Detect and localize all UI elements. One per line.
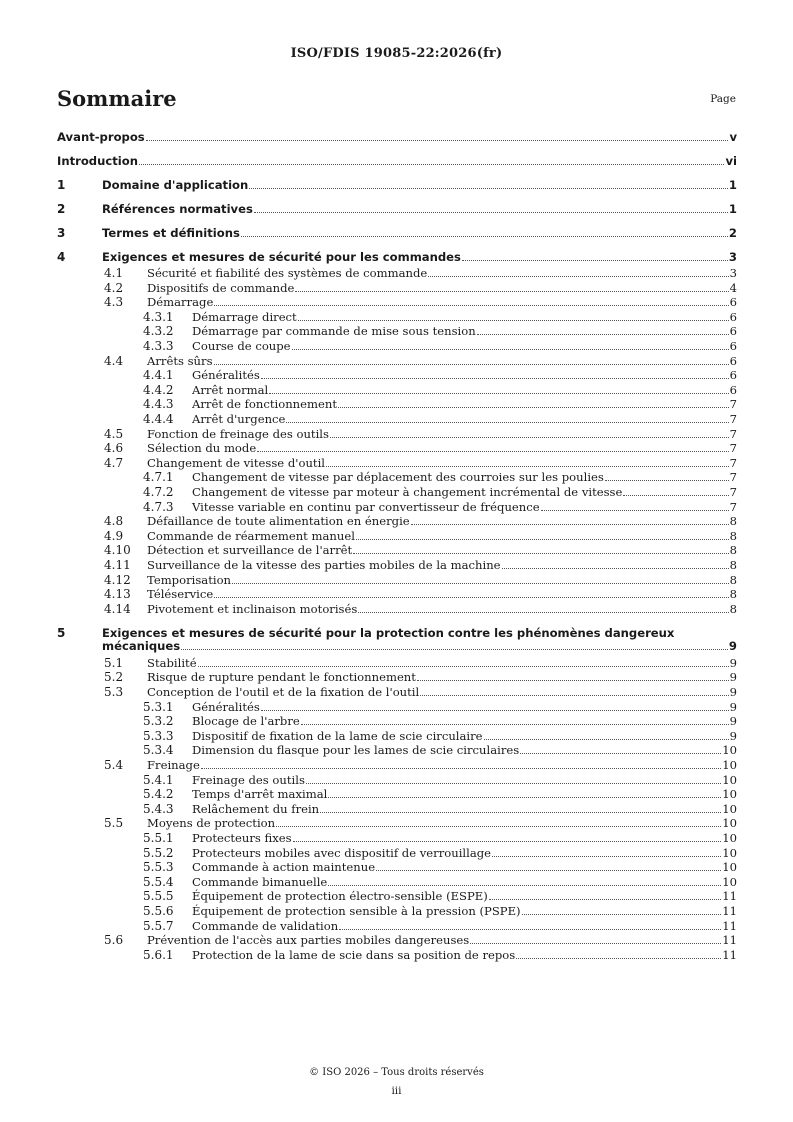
toc-entry-title: Commande bimanuelle: [192, 874, 328, 889]
toc-entry[interactable]: [57, 203, 737, 216]
dot-leader: [623, 495, 728, 496]
toc-entry-page: 1: [728, 202, 737, 216]
toc-entry-page: 6: [729, 382, 737, 397]
toc-entry[interactable]: [57, 890, 737, 903]
toc-entry-title: Pivotement et inclinaison motorisés: [147, 601, 358, 616]
toc-entry-page: 6: [729, 295, 737, 310]
toc-entry[interactable]: [57, 340, 737, 353]
toc-entry[interactable]: [57, 282, 737, 295]
toc-entry[interactable]: [57, 949, 737, 962]
toc-entry-title: Commande à action maintenue: [192, 860, 376, 875]
toc-entry-number: 4.4.1: [143, 368, 174, 383]
toc-entry-number: 5.3.1: [143, 699, 174, 714]
toc-entry-title: Dispositif de fixation de la lame de scie circulaire: [192, 728, 483, 743]
dot-leader: [376, 870, 721, 871]
dot-leader: [358, 612, 728, 613]
toc-entry-number: 5.1: [104, 655, 124, 670]
dot-leader: [241, 236, 728, 237]
toc-entry-number: 5.3.2: [143, 714, 174, 729]
toc-entry[interactable]: [57, 876, 737, 889]
dot-leader: [470, 943, 721, 944]
toc-entry-page: 8: [729, 543, 737, 558]
toc-entry-title: Fonction de freinage des outils: [147, 426, 329, 441]
toc-entry-page: 10: [722, 845, 737, 860]
toc-entry-number: 4.4: [104, 353, 124, 368]
toc-entry-title: Sélection du mode: [147, 441, 257, 456]
toc-entry[interactable]: [57, 155, 737, 168]
toc-entry-title: Arrêts sûrs: [147, 353, 213, 368]
toc-entry-page: 6: [729, 309, 737, 324]
toc-entry-number: 4.7.2: [143, 485, 174, 499]
toc-entry-title: Relâchement du frein: [192, 801, 320, 816]
toc-entry-number: 4.12: [104, 572, 131, 587]
toc-entry[interactable]: [57, 934, 737, 947]
toc-entry[interactable]: [57, 627, 737, 653]
toc-entry-page: 6: [729, 368, 737, 383]
toc-entry-page: 3: [728, 250, 737, 264]
toc-entry-number: 4.6: [104, 441, 124, 456]
toc-entry-title: Démarrage direct: [192, 309, 297, 324]
toc-entry-title: Exigences et mesures de sécurité pour les commandes: [102, 250, 461, 264]
toc-entry-title: Freinage des outils: [192, 772, 305, 787]
toc-entry-number: 4.10: [104, 543, 131, 558]
toc-entry-title: Équipement de protection électro-sensible (ESPE): [192, 889, 488, 904]
dot-leader: [339, 929, 721, 930]
toc-entry[interactable]: [57, 715, 737, 728]
toc-entry-page: 6: [729, 339, 737, 353]
toc-entry-title: Freinage: [147, 758, 200, 772]
toc-entry-title: Protection de la lame de scie dans sa position de repos: [192, 947, 516, 962]
dot-leader: [269, 393, 728, 394]
toc-entry-title: Changement de vitesse par moteur à changement incrémental de vitesse: [192, 485, 623, 499]
toc-entry-page: 7: [729, 412, 737, 426]
dot-leader: [298, 320, 729, 321]
dot-leader: [139, 164, 725, 165]
dot-leader: [301, 724, 729, 725]
toc-entry[interactable]: [57, 730, 737, 743]
toc-entry-title: Téléservice: [147, 587, 214, 602]
toc-entry-title: Dispositifs de commande: [147, 280, 295, 295]
toc-entry-title: Prévention de l'accès aux parties mobiles dangereuses: [147, 933, 470, 948]
toc-entry-page: 9: [729, 714, 737, 729]
toc-entry[interactable]: [57, 457, 737, 470]
toc-entry-page: 8: [729, 587, 737, 602]
toc-entry[interactable]: [57, 759, 737, 772]
toc-entry-page: 7: [729, 470, 737, 485]
toc-entry[interactable]: [57, 296, 737, 309]
toc-entry[interactable]: [57, 384, 737, 397]
toc-entry-page: 8: [729, 514, 737, 529]
toc-entry-title: Changement de vitesse d'outil: [147, 455, 325, 470]
toc-entry-title: Conception de l'outil et de la fixation de l'outil: [147, 685, 420, 699]
toc-entry-title-continued: mécaniques: [102, 638, 181, 653]
toc-entry[interactable]: [57, 905, 737, 918]
toc-entry[interactable]: [57, 847, 737, 860]
toc-entry-number: 5.5.2: [143, 845, 174, 860]
toc-entry-number: 4.2: [104, 280, 124, 295]
toc-entry-page: 7: [729, 441, 737, 456]
dot-leader: [477, 334, 729, 335]
dot-leader: [605, 480, 729, 481]
toc-entry-page: 9: [729, 670, 737, 685]
toc-entry[interactable]: [57, 803, 737, 816]
toc-entry[interactable]: [57, 559, 737, 572]
dot-leader: [541, 510, 729, 511]
toc-entry-number: 4.4.3: [143, 397, 174, 412]
dot-leader: [293, 841, 722, 842]
toc-entry-number: 5.5.1: [143, 831, 174, 845]
toc-entry-page: v: [729, 130, 737, 144]
dot-leader: [254, 212, 728, 213]
toc-entry-title: Démarrage: [147, 295, 214, 310]
footer-copyright: © ISO 2026 – Tous droits réservés: [309, 1067, 484, 1078]
toc-entry-page: 10: [722, 743, 737, 758]
toc-entry[interactable]: [57, 355, 737, 368]
toc-entry-title: Détection et surveillance de l'arrêt: [147, 543, 353, 558]
toc-entry-number: 4.8: [104, 514, 124, 529]
dot-leader: [353, 553, 728, 554]
dot-leader: [214, 305, 728, 306]
toc-entry-page: 1: [728, 178, 737, 192]
toc-entry-title: Domaine d'application: [102, 178, 249, 192]
toc-entry-title: Termes et définitions: [102, 226, 240, 240]
toc-entry[interactable]: [57, 179, 737, 192]
toc-entry-page: 7: [729, 455, 737, 470]
toc-entry-number: 4.3: [104, 295, 124, 310]
dot-leader: [411, 524, 729, 525]
toc-entry-title: Protecteurs mobiles avec dispositif de verrouillage: [192, 845, 492, 860]
toc-entry-page: 10: [722, 816, 737, 831]
toc-entry-page: 9: [729, 655, 737, 670]
dot-leader: [286, 422, 728, 423]
toc-entry-title: Blocage de l'arbre: [192, 714, 300, 729]
toc-entry-number: 4.4.2: [143, 382, 174, 397]
toc-entry-number: 4.4.4: [143, 412, 174, 426]
toc-entry-page: 3: [729, 266, 737, 280]
dot-leader: [257, 451, 728, 452]
toc-entry-number: 5.2: [104, 670, 124, 685]
toc-entry[interactable]: [57, 861, 737, 874]
toc-entry[interactable]: [57, 832, 737, 845]
toc-entry[interactable]: [57, 501, 737, 514]
toc-entry[interactable]: [57, 131, 737, 144]
dot-leader: [489, 899, 721, 900]
toc-entry-title: Protecteurs fixes: [192, 831, 292, 845]
toc-entry-page: 10: [722, 874, 737, 889]
toc-entry-number: 4.7.1: [143, 470, 174, 485]
toc-entry-number: 4.9: [104, 528, 124, 543]
toc-entry-title: Arrêt normal: [192, 382, 269, 397]
toc-entry-number: 5.5.4: [143, 874, 174, 889]
dot-leader: [276, 826, 721, 827]
dot-leader: [330, 437, 729, 438]
page-title: Sommaire: [57, 86, 177, 111]
dot-leader: [522, 914, 722, 915]
toc-entry-title: Surveillance de la vitesse des parties mobiles de la machine: [147, 558, 501, 572]
dot-leader: [261, 710, 729, 711]
toc-entry[interactable]: [57, 744, 737, 757]
toc-entry-number: 4.7.3: [143, 499, 174, 514]
toc-entry-page: 10: [722, 758, 737, 772]
toc-entry-page: 10: [722, 787, 737, 802]
dot-leader: [306, 783, 721, 784]
dot-leader: [502, 568, 729, 569]
toc-entry[interactable]: [57, 788, 737, 801]
toc-entry-page: 7: [729, 485, 737, 499]
toc-entry-number: 5.4.3: [143, 801, 174, 816]
toc-entry-number: 4.11: [104, 558, 131, 572]
dot-leader: [295, 291, 728, 292]
toc-entry-page: 9: [729, 699, 737, 714]
toc-entry-number: 3: [57, 226, 66, 240]
toc-entry-page: 2: [728, 226, 737, 240]
toc-entry-title: Risque de rupture pendant le fonctionnement: [147, 670, 416, 685]
dot-leader: [146, 140, 729, 141]
toc-entry-number: 5.3.3: [143, 728, 174, 743]
toc-entry[interactable]: [57, 686, 737, 699]
toc-entry-page: 7: [729, 397, 737, 412]
toc-entry[interactable]: [57, 442, 737, 455]
toc-entry-title: Course de coupe: [192, 339, 291, 353]
toc-entry[interactable]: [57, 486, 737, 499]
toc-entry[interactable]: [57, 920, 737, 933]
dot-leader: [462, 260, 728, 261]
toc-entry-page: 9: [728, 638, 737, 653]
toc-entry-page: 6: [729, 353, 737, 368]
toc-entry-title: Moyens de protection: [147, 816, 276, 831]
toc-entry-page: 10: [722, 801, 737, 816]
toc-entry-title: Arrêt d'urgence: [192, 412, 286, 426]
dot-leader: [328, 797, 721, 798]
toc-entry[interactable]: [57, 530, 737, 543]
toc-entry-title: Commande de validation: [192, 918, 339, 933]
toc-entry-number: 4.5: [104, 426, 124, 441]
dot-leader: [249, 188, 728, 189]
dot-leader: [232, 583, 729, 584]
toc-entry-page: 9: [729, 685, 737, 699]
toc-entry[interactable]: [57, 325, 737, 338]
toc-entry-number: 4.13: [104, 587, 131, 602]
toc-entry-title: Commande de réarmement manuel: [147, 528, 355, 543]
toc-entry[interactable]: [57, 515, 737, 528]
dot-leader: [181, 649, 728, 650]
dot-leader: [320, 812, 721, 813]
toc-entry-number: 5.5.5: [143, 889, 174, 904]
toc-entry[interactable]: [57, 603, 737, 616]
toc-entry-number: 2: [57, 202, 66, 216]
dot-leader: [417, 680, 729, 681]
toc-entry-title: Exigences et mesures de sécurité pour la protection contre les phénomènes dangereux: [102, 625, 675, 640]
dot-leader: [292, 349, 729, 350]
dot-leader: [198, 666, 729, 667]
toc-entry-page: 8: [729, 601, 737, 616]
toc-entry-page: 4: [729, 280, 737, 295]
toc-entry-number: 1: [57, 178, 66, 192]
toc-entry[interactable]: [57, 267, 737, 280]
toc-entry-title: Avant-propos: [57, 130, 145, 144]
toc-entry-number: 5.5.3: [143, 860, 174, 875]
toc-entry-title: Changement de vitesse par déplacement des courroies sur les poulies: [192, 470, 604, 485]
dot-leader: [338, 407, 729, 408]
toc-entry-title: Sécurité et fiabilité des systèmes de commande: [147, 266, 428, 280]
toc-entry-page: 9: [729, 728, 737, 743]
dot-leader: [420, 695, 728, 696]
toc-entry-page: 8: [729, 572, 737, 587]
footer-page-number: iii: [391, 1085, 402, 1097]
toc-entry-number: 5.5: [104, 816, 124, 831]
toc-entry-page: 6: [729, 324, 737, 339]
dot-leader: [520, 753, 721, 754]
toc-entry[interactable]: [57, 251, 737, 264]
toc-entry-page: 10: [722, 772, 737, 787]
toc-entry-title: Généralités: [192, 699, 260, 714]
toc-entry-number: 4.14: [104, 601, 131, 616]
toc-entry-number: 4: [57, 250, 66, 264]
toc-entry-page: 10: [722, 860, 737, 875]
toc-entry[interactable]: [57, 671, 737, 684]
toc-entry-page: 8: [729, 558, 737, 572]
toc-entry-number: 5.3: [104, 685, 124, 699]
toc-entry[interactable]: [57, 774, 737, 787]
toc-entry-number: 4.3.2: [143, 324, 174, 339]
dot-leader: [328, 885, 721, 886]
toc-entry-page: 11: [722, 918, 737, 933]
dot-leader: [492, 856, 721, 857]
toc-entry-page: 11: [722, 933, 737, 948]
toc-entry[interactable]: [57, 311, 737, 324]
dot-leader: [201, 768, 721, 769]
toc-entry-title: Stabilité: [147, 655, 197, 670]
dot-leader: [484, 739, 729, 740]
dot-leader: [326, 466, 729, 467]
toc-entry-title: Démarrage par commande de mise sous tension: [192, 324, 476, 339]
toc-entry[interactable]: [57, 369, 737, 382]
toc-entry[interactable]: [57, 657, 737, 670]
toc-entry-title: Généralités: [192, 368, 260, 383]
dot-leader: [261, 378, 729, 379]
page-column-label: Page: [710, 93, 736, 105]
dot-leader: [516, 958, 721, 959]
dot-leader: [214, 364, 729, 365]
toc-entry-title: Vitesse variable en continu par convertisseur de fréquence: [192, 499, 540, 514]
toc-entry-page: 10: [722, 831, 737, 845]
toc-entry-number: 5.4.1: [143, 772, 174, 787]
toc-entry[interactable]: [57, 471, 737, 484]
dot-leader: [356, 539, 729, 540]
toc-entry-title: Arrêt de fonctionnement: [192, 397, 337, 412]
toc-entry-number: 4.7: [104, 455, 124, 470]
toc-entry-page: 7: [729, 499, 737, 514]
toc-entry-page: 11: [722, 947, 737, 962]
toc-entry-title: Équipement de protection sensible à la pression (PSPE): [192, 904, 521, 918]
toc-entry-number: 5.6: [104, 933, 124, 948]
toc-entry-title: Introduction: [57, 154, 138, 168]
toc-entry-number: 5: [57, 625, 66, 640]
toc-entry-page: 8: [729, 528, 737, 543]
toc-entry-title: Temporisation: [147, 572, 232, 587]
toc-entry-title: Temps d'arrêt maximal: [192, 787, 328, 802]
toc-entry[interactable]: [57, 701, 737, 714]
toc-entry[interactable]: [57, 413, 737, 426]
toc-entry[interactable]: [57, 588, 737, 601]
toc-entry-page: 11: [722, 889, 737, 904]
toc-entry-number: 5.3.4: [143, 743, 174, 758]
toc-entry[interactable]: [57, 398, 737, 411]
toc-entry-number: 5.6.1: [143, 947, 174, 962]
toc-entry-number: 5.5.7: [143, 918, 174, 933]
toc-entry[interactable]: [57, 544, 737, 557]
document-header: ISO/FDIS 19085-22:2026(fr): [290, 46, 503, 61]
dot-leader: [214, 597, 728, 598]
toc-entry-number: 5.4: [104, 758, 124, 772]
toc-entry-page: 7: [729, 426, 737, 441]
toc-entry-number: 4.3.3: [143, 339, 174, 353]
toc-entry-title: Références normatives: [102, 202, 253, 216]
toc-entry-number: 5.5.6: [143, 904, 174, 918]
toc-entry[interactable]: [57, 574, 737, 587]
dot-leader: [428, 276, 728, 277]
toc-entry-number: 4.1: [104, 266, 124, 280]
toc-entry-number: 5.4.2: [143, 787, 174, 802]
toc-entry[interactable]: [57, 227, 737, 240]
toc-entry[interactable]: [57, 428, 737, 441]
toc-entry[interactable]: [57, 817, 737, 830]
toc-entry-title: Dimension du flasque pour les lames de scie circulaires: [192, 743, 520, 758]
toc-entry-number: 4.3.1: [143, 309, 174, 324]
toc-entry-page: 11: [722, 904, 737, 918]
toc-entry-title: Défaillance de toute alimentation en énergie: [147, 514, 410, 529]
toc-entry-page: vi: [725, 154, 737, 168]
